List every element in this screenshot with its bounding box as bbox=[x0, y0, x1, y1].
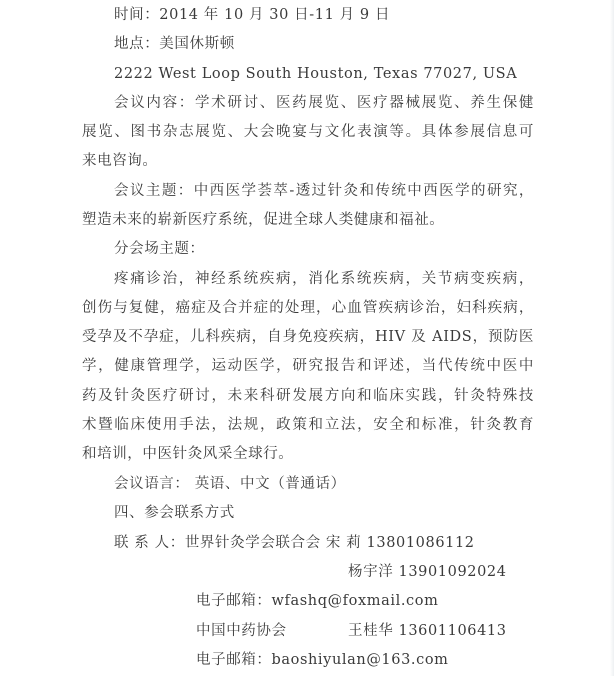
content-line-2: 展览、图书杂志展览、大会晚宴与文化表演等。具体参展信息可 bbox=[82, 124, 534, 140]
email-2: 电子邮箱：baoshiyulan@163.com bbox=[196, 652, 449, 668]
meeting-language: 会议语言： 英语、中文（普通话） bbox=[114, 476, 346, 492]
organization-2: 中国中药协会 bbox=[196, 623, 287, 639]
sub-topic-line-4: 学，健康管理学，运动医学，研究报告和评述，当代传统中医中 bbox=[82, 358, 534, 374]
sub-topic-line-6: 术暨临床使用手法，法规，政策和立法，安全和标准，针灸教育 bbox=[82, 417, 534, 433]
page-edge-shadow bbox=[610, 0, 614, 676]
meeting-time: 时间：2014 年 10 月 30 日-11 月 9 日 bbox=[114, 7, 391, 23]
sub-topic-line-5: 药及针灸医疗研讨，未来科研发展方向和临床实践，针灸特殊技 bbox=[82, 388, 534, 404]
email-1: 电子邮箱：wfashq@foxmail.com bbox=[196, 593, 439, 609]
sub-topic-line-2: 创伤与复健，癌症及合并症的处理，心血管疾病诊治，妇科疾病， bbox=[82, 300, 534, 316]
sub-topic-line-3: 受孕及不孕症，儿科疾病，自身免疫疾病，HIV 及 AIDS，预防医 bbox=[82, 329, 534, 345]
theme-line-2: 塑造未来的崭新医疗系统，促进全球人类健康和福祉。 bbox=[82, 212, 445, 228]
content-line-3: 来电咨询。 bbox=[82, 153, 158, 169]
contact-person-1: 联 系 人：世界针灸学会联合会 宋 莉 13801086112 bbox=[114, 535, 475, 551]
sub-venue-heading: 分会场主题： bbox=[114, 241, 205, 257]
contact-person-3: 王桂华 13601106413 bbox=[348, 623, 507, 639]
theme-line-1: 会议主题：中西医学荟萃-透过针灸和传统中西医学的研究， bbox=[114, 183, 534, 199]
meeting-address: 2222 West Loop South Houston, Texas 77027, USA bbox=[114, 66, 518, 82]
meeting-location: 地点：美国休斯顿 bbox=[114, 36, 235, 52]
section-four-heading: 四、参会联系方式 bbox=[114, 505, 235, 521]
sub-topic-line-1: 疼痛诊治，神经系统疾病，消化系统疾病，关节病变疾病， bbox=[114, 271, 534, 287]
content-line-1: 会议内容：学术研讨、医药展览、医疗器械展览、养生保健 bbox=[114, 95, 534, 111]
sub-topic-line-7: 和培训，中医针灸风采全球行。 bbox=[82, 446, 294, 462]
contact-person-2: 杨宇洋 13901092024 bbox=[348, 564, 507, 580]
